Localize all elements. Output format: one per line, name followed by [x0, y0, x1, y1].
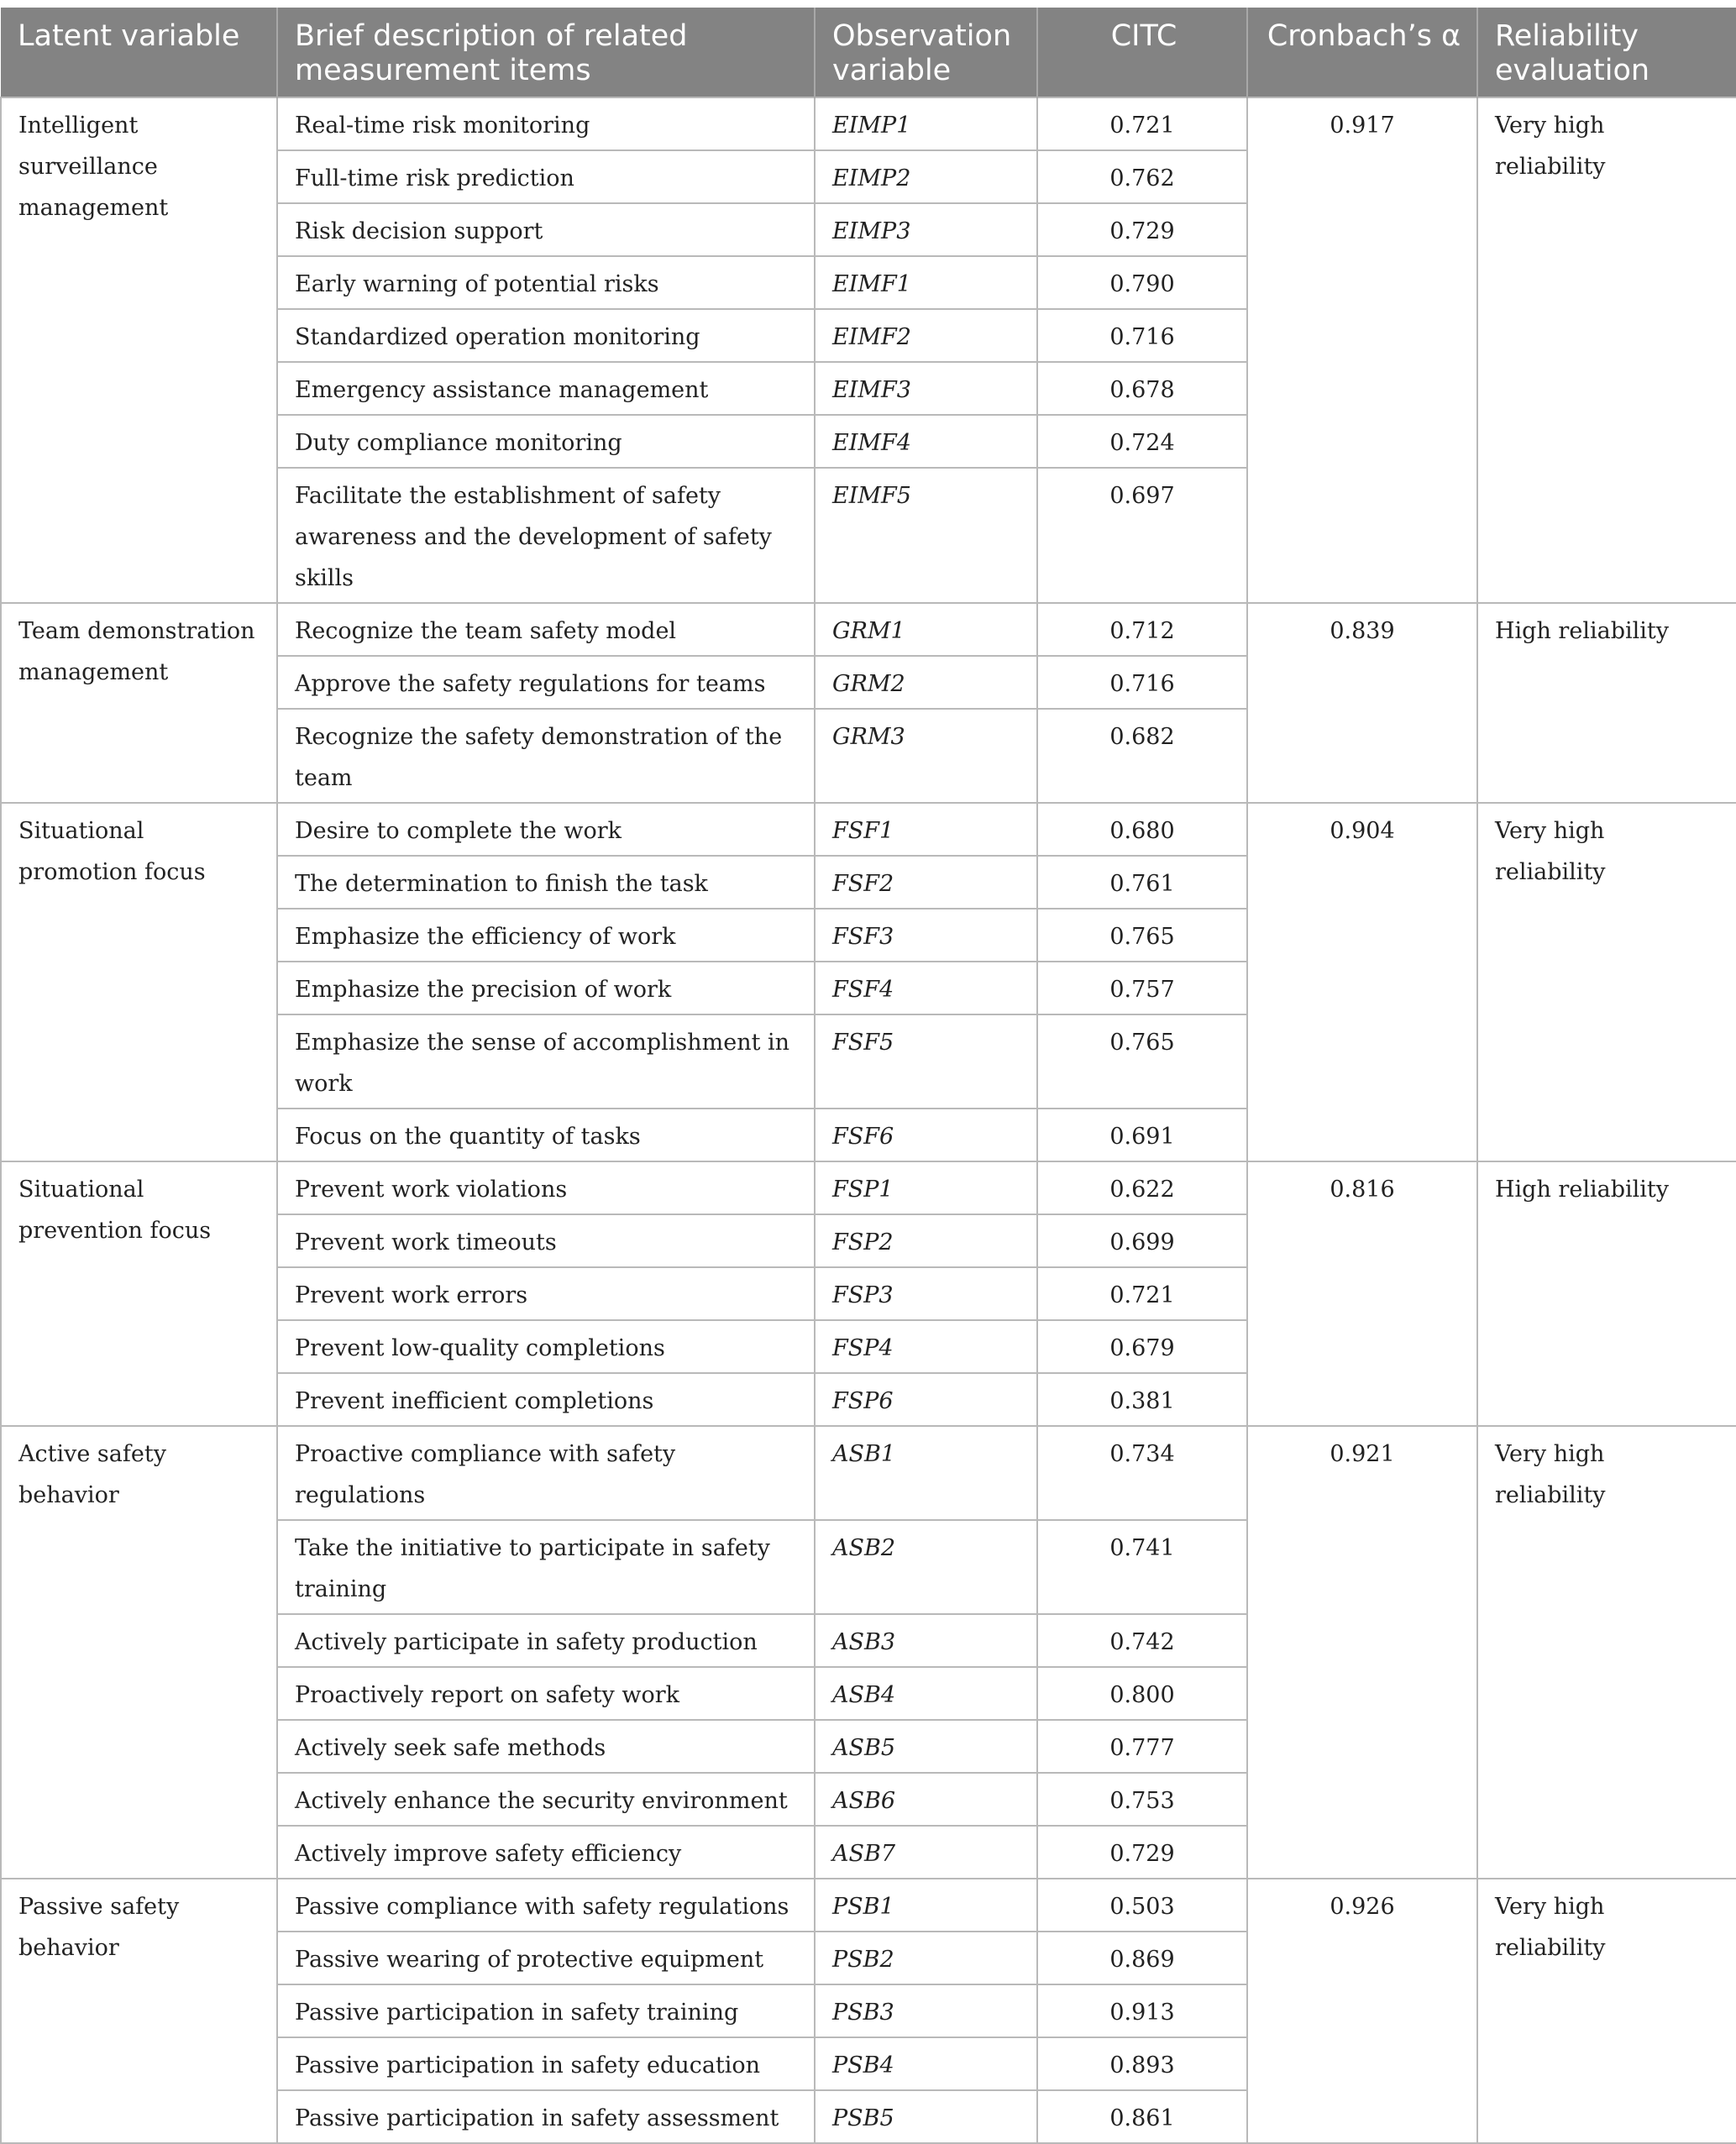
observation-variable-cell: EIMF4: [815, 415, 1037, 468]
description-cell: Emphasize the efficiency of work: [277, 909, 815, 962]
header-cronbach-alpha: Cronbach’s α: [1247, 8, 1477, 97]
reliability-evaluation-cell: High reliability: [1477, 1161, 1736, 1426]
reliability-evaluation-cell: Very high reliability: [1477, 1426, 1736, 1879]
citc-cell: 0.678: [1037, 362, 1247, 415]
latent-variable-cell: Intelligent surveillance management: [1, 97, 277, 603]
citc-cell: 0.622: [1037, 1161, 1247, 1214]
observation-variable-cell: FSF6: [815, 1109, 1037, 1161]
cronbach-alpha-cell: 0.816: [1247, 1161, 1477, 1426]
table-row: [1, 803, 1736, 856]
citc-cell: 0.869: [1037, 1932, 1247, 1984]
reliability-evaluation-cell: Very high reliability: [1477, 803, 1736, 1161]
observation-variable-cell: EIMP3: [815, 203, 1037, 256]
observation-variable-cell: EIMF1: [815, 256, 1037, 309]
observation-variable-cell: GRM1: [815, 603, 1037, 656]
citc-cell: 0.679: [1037, 1320, 1247, 1373]
description-cell: Passive wearing of protective equipment: [277, 1932, 815, 1984]
citc-cell: 0.790: [1037, 256, 1247, 309]
observation-variable-cell: FSF1: [815, 803, 1037, 856]
cronbach-alpha-cell: 0.904: [1247, 803, 1477, 1161]
description-cell: Desire to complete the work: [277, 803, 815, 856]
observation-variable-cell: ASB3: [815, 1614, 1037, 1667]
observation-variable-cell: ASB4: [815, 1667, 1037, 1720]
observation-variable-cell: FSP3: [815, 1267, 1037, 1320]
observation-variable-cell: PSB1: [815, 1879, 1037, 1932]
citc-cell: 0.712: [1037, 603, 1247, 656]
description-cell: Actively improve safety efficiency: [277, 1826, 815, 1879]
cronbach-alpha-cell: 0.917: [1247, 97, 1477, 603]
observation-variable-cell: FSP6: [815, 1373, 1037, 1426]
reliability-evaluation-cell: Very high reliability: [1477, 1879, 1736, 2143]
description-cell: Recognize the team safety model: [277, 603, 815, 656]
citc-cell: 0.721: [1037, 97, 1247, 150]
header-latent-variable: Latent variable: [1, 8, 277, 97]
latent-variable-cell: Passive safety behavior: [1, 1879, 277, 2143]
description-cell: Full-time risk prediction: [277, 150, 815, 203]
description-cell: Early warning of potential risks: [277, 256, 815, 309]
observation-variable-cell: PSB5: [815, 2090, 1037, 2143]
description-cell: Prevent work timeouts: [277, 1214, 815, 1267]
observation-variable-cell: ASB2: [815, 1520, 1037, 1614]
description-cell: Take the initiative to participate in safety training: [277, 1520, 815, 1614]
citc-cell: 0.699: [1037, 1214, 1247, 1267]
observation-variable-cell: FSP1: [815, 1161, 1037, 1214]
citc-cell: 0.721: [1037, 1267, 1247, 1320]
observation-variable-cell: EIMF2: [815, 309, 1037, 362]
description-cell: Actively participate in safety production: [277, 1614, 815, 1667]
description-cell: Real-time risk monitoring: [277, 97, 815, 150]
table-header: [1, 8, 1736, 97]
observation-variable-cell: FSP2: [815, 1214, 1037, 1267]
description-cell: Passive participation in safety assessment: [277, 2090, 815, 2143]
table-row: [1, 1426, 1736, 1520]
description-cell: Passive participation in safety education: [277, 2037, 815, 2090]
observation-variable-cell: FSF4: [815, 962, 1037, 1014]
description-cell: Standardized operation monitoring: [277, 309, 815, 362]
description-cell: Actively enhance the security environment: [277, 1773, 815, 1826]
header-citc: CITC: [1037, 8, 1247, 97]
description-cell: The determination to finish the task: [277, 856, 815, 909]
observation-variable-cell: EIMF3: [815, 362, 1037, 415]
description-cell: Facilitate the establishment of safety awareness and the development of safety skills: [277, 468, 815, 603]
description-cell: Prevent low-quality completions: [277, 1320, 815, 1373]
observation-variable-cell: FSF2: [815, 856, 1037, 909]
table-row: [1, 1161, 1736, 1214]
observation-variable-cell: ASB5: [815, 1720, 1037, 1773]
observation-variable-cell: PSB4: [815, 2037, 1037, 2090]
observation-variable-cell: EIMP2: [815, 150, 1037, 203]
description-cell: Approve the safety regulations for teams: [277, 656, 815, 709]
table-row: [1, 1879, 1736, 1932]
citc-cell: 0.682: [1037, 709, 1247, 803]
observation-variable-cell: GRM3: [815, 709, 1037, 803]
observation-variable-cell: GRM2: [815, 656, 1037, 709]
latent-variable-cell: Active safety behavior: [1, 1426, 277, 1879]
citc-cell: 0.777: [1037, 1720, 1247, 1773]
description-cell: Focus on the quantity of tasks: [277, 1109, 815, 1161]
citc-cell: 0.741: [1037, 1520, 1247, 1614]
citc-cell: 0.729: [1037, 203, 1247, 256]
description-cell: Emphasize the sense of accomplishment in work: [277, 1014, 815, 1109]
citc-cell: 0.913: [1037, 1984, 1247, 2037]
description-cell: Passive participation in safety training: [277, 1984, 815, 2037]
observation-variable-cell: PSB3: [815, 1984, 1037, 2037]
latent-variable-cell: Situational promotion focus: [1, 803, 277, 1161]
description-cell: Emergency assistance management: [277, 362, 815, 415]
observation-variable-cell: ASB1: [815, 1426, 1037, 1520]
header-reliability-evaluation: Reliability evaluation: [1477, 8, 1736, 97]
citc-cell: 0.716: [1037, 309, 1247, 362]
citc-cell: 0.691: [1037, 1109, 1247, 1161]
citc-cell: 0.734: [1037, 1426, 1247, 1520]
citc-cell: 0.765: [1037, 909, 1247, 962]
citc-cell: 0.861: [1037, 2090, 1247, 2143]
header-row: [1, 8, 1736, 97]
description-cell: Proactively report on safety work: [277, 1667, 815, 1720]
citc-cell: 0.724: [1037, 415, 1247, 468]
table-body: [1, 97, 1736, 2143]
header-observation-variable: Observation variable: [815, 8, 1037, 97]
description-cell: Duty compliance monitoring: [277, 415, 815, 468]
description-cell: Passive compliance with safety regulations: [277, 1879, 815, 1932]
header-description: Brief description of related measurement items: [277, 8, 815, 97]
observation-variable-cell: ASB7: [815, 1826, 1037, 1879]
citc-cell: 0.753: [1037, 1773, 1247, 1826]
description-cell: Prevent inefficient completions: [277, 1373, 815, 1426]
reliability-table: [0, 8, 1736, 2144]
citc-cell: 0.742: [1037, 1614, 1247, 1667]
cronbach-alpha-cell: 0.921: [1247, 1426, 1477, 1879]
citc-cell: 0.503: [1037, 1879, 1247, 1932]
observation-variable-cell: PSB2: [815, 1932, 1037, 1984]
citc-cell: 0.893: [1037, 2037, 1247, 2090]
citc-cell: 0.381: [1037, 1373, 1247, 1426]
citc-cell: 0.697: [1037, 468, 1247, 603]
citc-cell: 0.729: [1037, 1826, 1247, 1879]
observation-variable-cell: EIMF5: [815, 468, 1037, 603]
latent-variable-cell: Team demonstration management: [1, 603, 277, 803]
description-cell: Proactive compliance with safety regulations: [277, 1426, 815, 1520]
observation-variable-cell: FSP4: [815, 1320, 1037, 1373]
observation-variable-cell: EIMP1: [815, 97, 1037, 150]
citc-cell: 0.680: [1037, 803, 1247, 856]
description-cell: Recognize the safety demonstration of the team: [277, 709, 815, 803]
citc-cell: 0.765: [1037, 1014, 1247, 1109]
observation-variable-cell: FSF3: [815, 909, 1037, 962]
description-cell: Prevent work errors: [277, 1267, 815, 1320]
description-cell: Risk decision support: [277, 203, 815, 256]
citc-cell: 0.762: [1037, 150, 1247, 203]
citc-cell: 0.800: [1037, 1667, 1247, 1720]
latent-variable-cell: Situational prevention focus: [1, 1161, 277, 1426]
citc-cell: 0.761: [1037, 856, 1247, 909]
citc-cell: 0.757: [1037, 962, 1247, 1014]
reliability-evaluation-cell: High reliability: [1477, 603, 1736, 803]
cronbach-alpha-cell: 0.839: [1247, 603, 1477, 803]
reliability-evaluation-cell: Very high reliability: [1477, 97, 1736, 603]
observation-variable-cell: ASB6: [815, 1773, 1037, 1826]
description-cell: Actively seek safe methods: [277, 1720, 815, 1773]
description-cell: Prevent work violations: [277, 1161, 815, 1214]
description-cell: Emphasize the precision of work: [277, 962, 815, 1014]
cronbach-alpha-cell: 0.926: [1247, 1879, 1477, 2143]
observation-variable-cell: FSF5: [815, 1014, 1037, 1109]
table-row: [1, 97, 1736, 150]
citc-cell: 0.716: [1037, 656, 1247, 709]
table-row: [1, 603, 1736, 656]
